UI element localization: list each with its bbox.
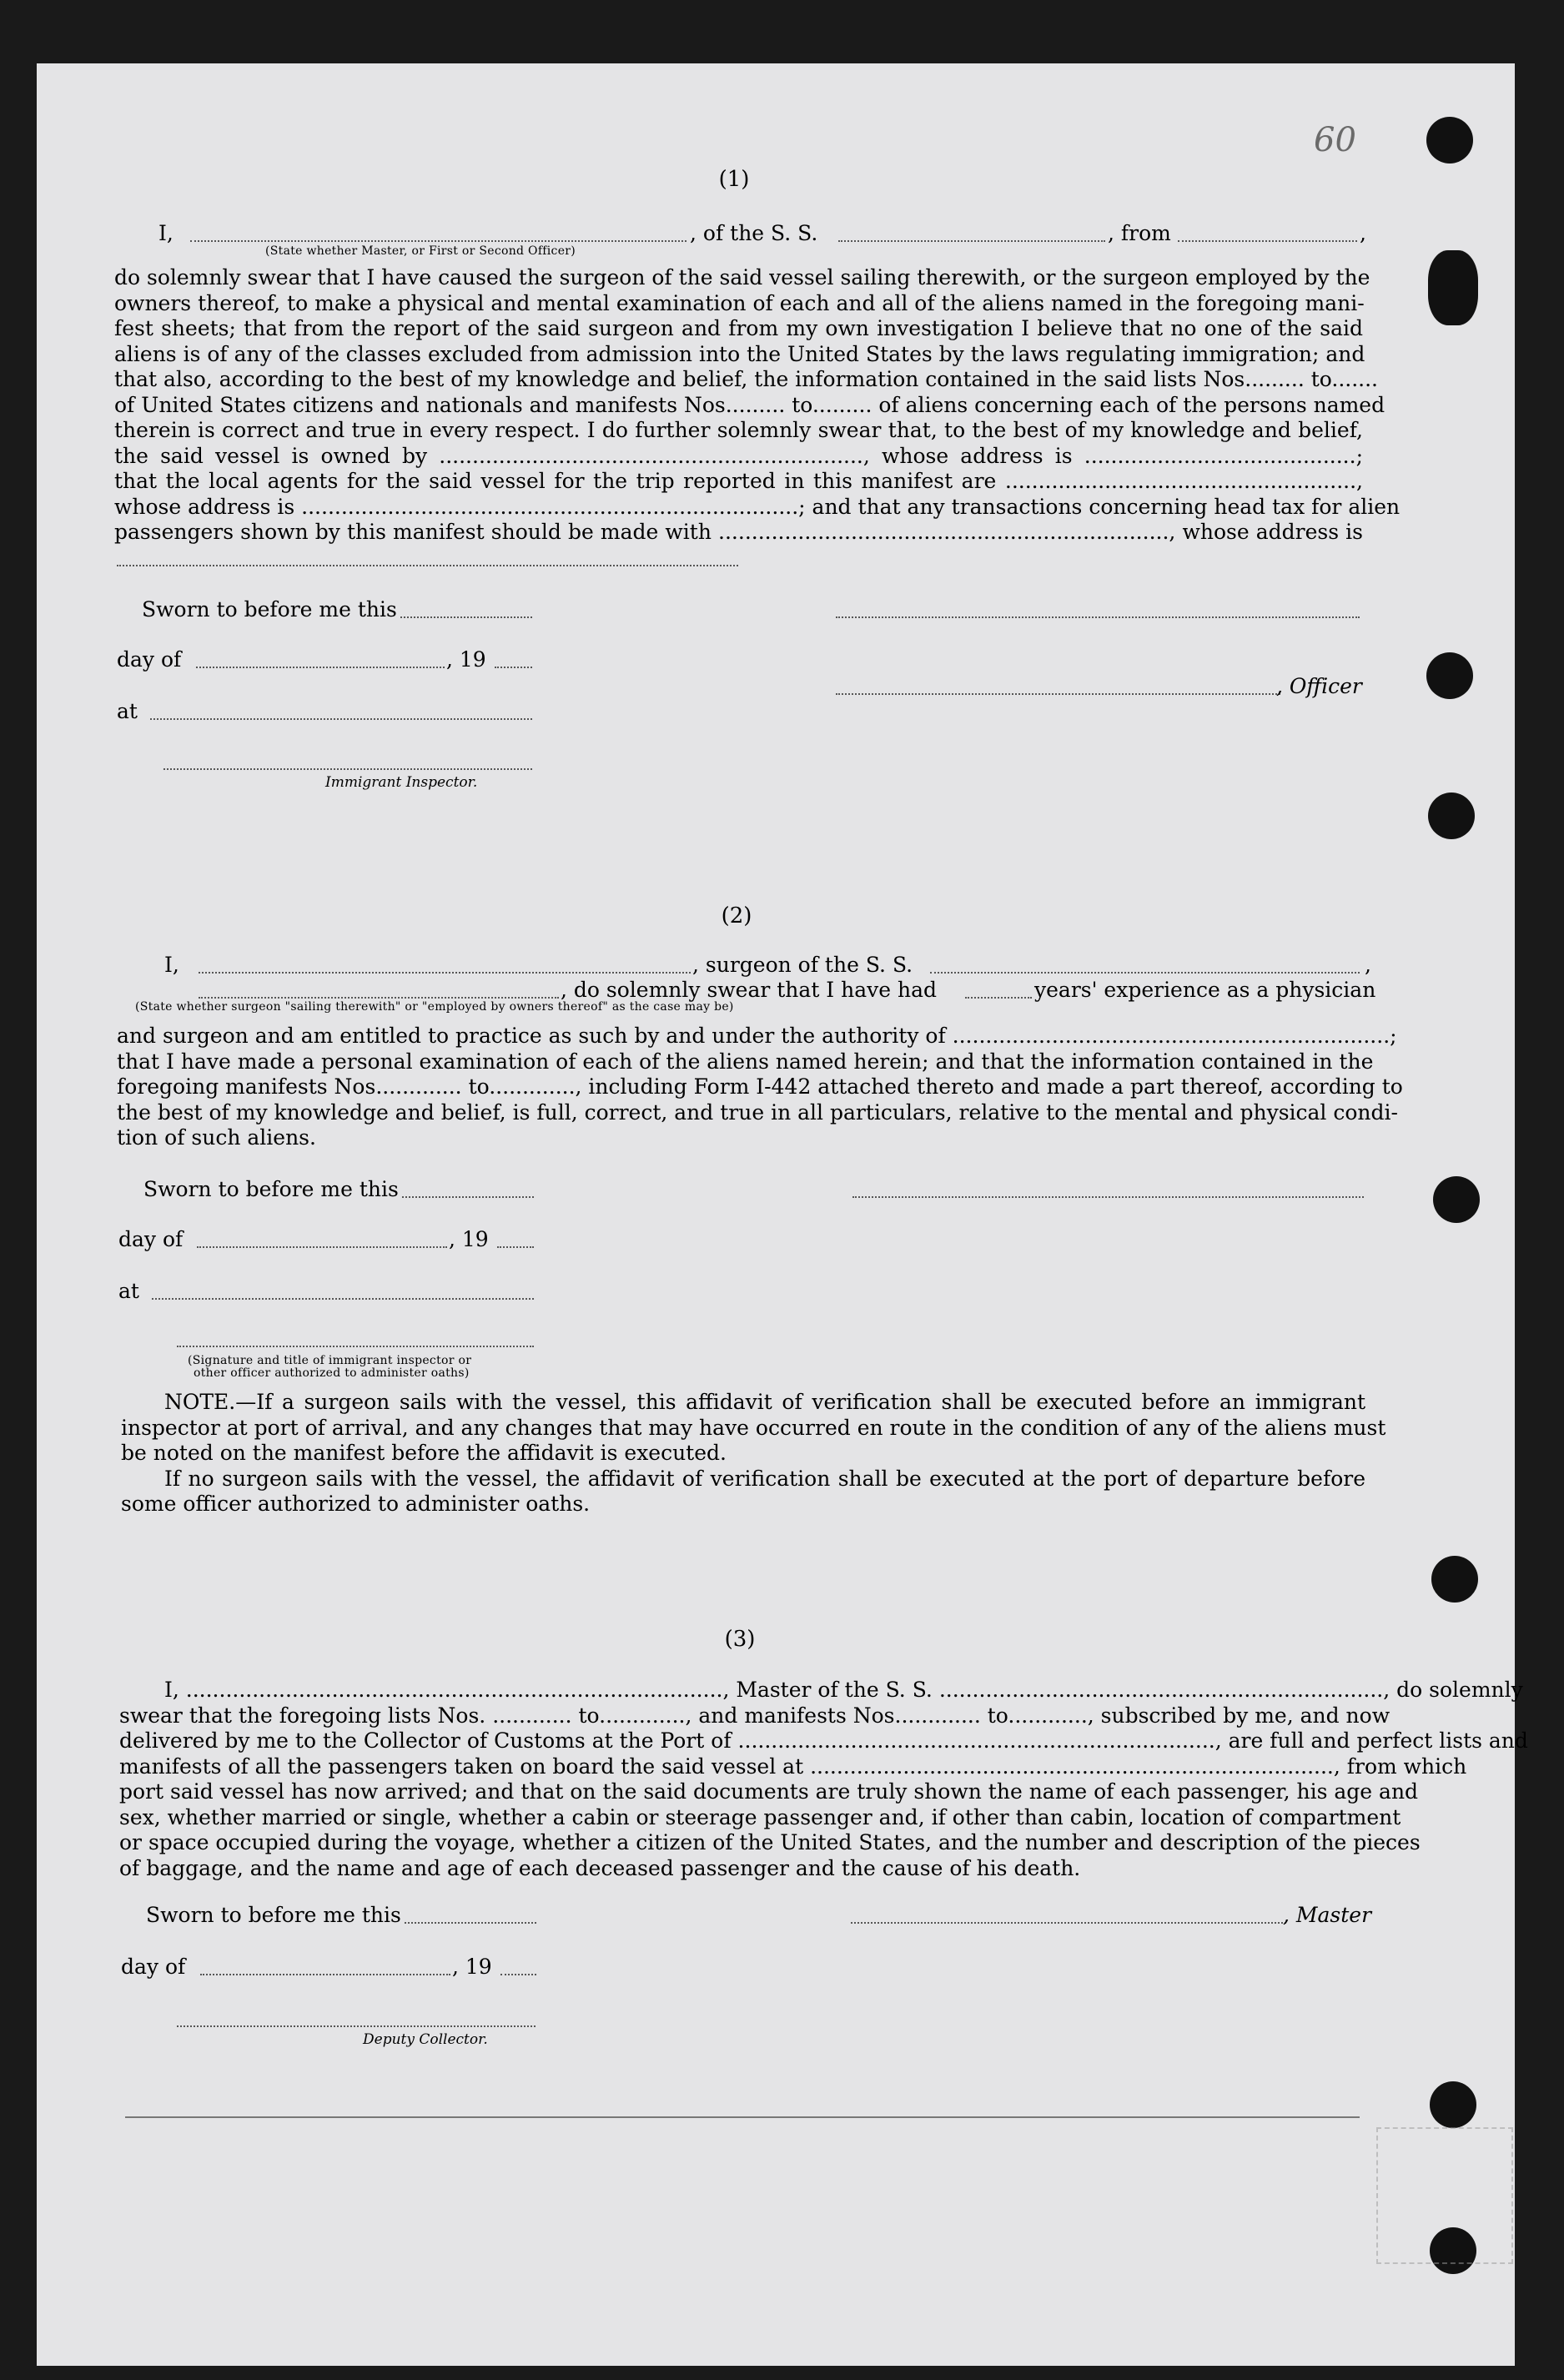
section2-line: that I have made a personal examination of each of the aliens named herein; and that the information contained in the xyxy=(117,1049,1374,1074)
master-label: , Master xyxy=(1283,1903,1372,1927)
section2-paragraph xyxy=(117,1024,1403,1151)
section1-line: that also, according to the best of my knowledge and belief, the information contained in the said lists Nos......... to....... xyxy=(114,367,1379,391)
surgeon-vessel-blank xyxy=(930,972,1360,974)
section3-line: or space occupied during the voyage, whether a citizen of the United States, and the number and description of the pieces xyxy=(119,1830,1421,1854)
section3-month-blank xyxy=(200,1974,450,1975)
section2-sworn-date-blank xyxy=(402,1196,534,1198)
section3-line: of baggage, and the name and age of each deceased passenger and the cause of his death. xyxy=(119,1855,1081,1880)
surgeon-name-blank xyxy=(199,972,691,974)
note-line: be noted on the manifest before the affidavit is executed. xyxy=(121,1441,727,1465)
section3-paragraph xyxy=(119,1678,1528,1881)
month-blank xyxy=(196,667,445,668)
section1-heading: (1) xyxy=(718,167,750,192)
section2-line: and surgeon and am entitled to practice as such by and under the authority of ..................................................................; xyxy=(117,1024,1397,1048)
section1-sworn-label: Sworn to before me this xyxy=(142,597,397,621)
section1-i-label: I, xyxy=(158,221,173,245)
handwritten-page-number: 60 xyxy=(1314,121,1356,159)
section2-inspector-signature-blank xyxy=(177,1346,534,1347)
section1-line: that the local agents for the said vessel for the trip reported in this manifest are ....................................................., xyxy=(114,469,1363,493)
section1-line: aliens is of any of the classes excluded from admission into the United States by the laws regulating immigration; and xyxy=(114,341,1365,366)
section1-line: fest sheets; that from the report of the said surgeon and from my own investigation I believe that no one of the said xyxy=(114,316,1363,340)
section2-day-of-label: day of xyxy=(118,1227,184,1251)
place-blank xyxy=(150,718,532,720)
officer-caption: (State whether Master, or First or Second Officer) xyxy=(265,244,576,258)
section2-heading: (2) xyxy=(721,903,752,928)
collector-signature-blank xyxy=(177,2025,536,2027)
years-experience-blank xyxy=(965,997,1032,999)
officer-title-blank xyxy=(836,693,1280,695)
master-signature-blank xyxy=(851,1922,1286,1924)
punch-hole-icon xyxy=(1430,2081,1476,2128)
section1-line: passengers shown by this manifest should be made with ...................................................................., whose address is xyxy=(114,520,1363,544)
signature-caption-line1: (Signature and title of immigrant inspector or xyxy=(188,1354,472,1367)
surgeon-caption: (State whether surgeon "sailing therewith" or "employed by owners thereof" as the case may be) xyxy=(135,1000,734,1014)
section3-day-of-label: day of xyxy=(121,1955,186,1979)
origin-blank xyxy=(1178,240,1357,242)
punch-hole-icon xyxy=(1426,117,1473,164)
section2-line: tion of such aliens. xyxy=(117,1125,316,1150)
surgeon-note xyxy=(121,1390,1386,1517)
section2-at-label: at xyxy=(118,1279,139,1303)
section2-sworn-label: Sworn to before me this xyxy=(143,1177,399,1201)
section2-month-blank xyxy=(197,1246,447,1248)
section3-line: I, ................................................................................., Master of the S. S. ..................................................................., do solemnly xyxy=(164,1678,1523,1702)
section3-line: port said vessel has now arrived; and that on the said documents are truly shown the name of each passenger, his age and xyxy=(119,1779,1419,1804)
section3-line: sex, whether married or single, whether a cabin or steerage passenger and, if other than cabin, location of compartment xyxy=(119,1804,1401,1829)
section2-surgeon-label: , surgeon of the S. S. xyxy=(692,953,913,977)
section3-line: swear that the foregoing lists Nos. ............ to............., and manifests Nos............. to............, subscribed by me, and now xyxy=(119,1703,1391,1728)
inspector-signature-blank xyxy=(163,768,532,770)
note-line: inspector at port of arrival, and any changes that may have occurred en route in the condition of any of the aliens must xyxy=(121,1415,1386,1440)
section2-year-label: , 19 xyxy=(449,1227,489,1251)
surgeon-status-blank xyxy=(199,997,559,999)
year-blank xyxy=(495,667,532,668)
section1-line: of United States citizens and nationals and manifests Nos......... to......... of aliens concerning each of the persons named xyxy=(114,392,1385,417)
section1-of-ss-label: , of the S. S. xyxy=(690,221,818,245)
section2-i-label: I, xyxy=(164,953,179,977)
section1-day-of-label: day of xyxy=(117,647,182,672)
section1-line: therein is correct and true in every respect. I do further solemnly swear that, to the best of my knowledge and belief, xyxy=(114,418,1363,442)
section1-paragraph xyxy=(114,265,1401,546)
punch-hole-icon xyxy=(1428,250,1478,325)
section3-line: manifests of all the passengers taken on board the said vessel at ..............................................................................., from which xyxy=(119,1754,1467,1779)
section2-line: the best of my knowledge and belief, is full, correct, and true in all particulars, relative to the mental and physical condi- xyxy=(117,1099,1398,1125)
surgeon-signature-blank xyxy=(852,1196,1364,1198)
section3-year-blank xyxy=(500,1974,536,1975)
section1-line: owners thereof, to make a physical and mental examination of each and all of the aliens named in the foregoing mani- xyxy=(114,290,1365,315)
faded-stamp xyxy=(1376,2127,1513,2264)
inspector-label: Immigrant Inspector. xyxy=(325,774,478,791)
note-line: If no surgeon sails with the vessel, the affidavit of verification shall be executed at the port of departure before xyxy=(164,1466,1365,1491)
section2-line-end: , xyxy=(1365,953,1371,977)
section2-swear-label: , do solemnly swear that I have had xyxy=(561,978,938,1002)
punch-hole-icon xyxy=(1428,792,1475,839)
section2-line: foregoing manifests Nos............. to............., including Form I-442 attached thereto and made a part thereof, according to xyxy=(117,1074,1403,1099)
note-line: some officer authorized to administer oaths. xyxy=(121,1492,591,1516)
section1-line: whose address is ...........................................................................; and that any transactions concerning head tax for alien xyxy=(114,494,1401,519)
section1-at-label: at xyxy=(117,699,138,723)
punch-hole-icon xyxy=(1433,1176,1480,1223)
sworn-date-blank xyxy=(400,616,532,618)
section3-heading: (3) xyxy=(724,1627,756,1652)
note-line: NOTE.—If a surgeon sails with the vessel, this affidavit of verification shall be executed before an immigrant xyxy=(164,1390,1365,1414)
section1-line: the said vessel is owned by ................................................................, whose address is .........................................; xyxy=(114,443,1363,468)
officer-label: , Officer xyxy=(1276,674,1362,698)
bottom-rule xyxy=(125,2116,1360,2118)
head-tax-address-blank xyxy=(117,565,738,566)
officer-signature-blank xyxy=(836,616,1360,618)
section2-year-blank xyxy=(497,1246,534,1248)
punch-hole-icon xyxy=(1426,652,1473,699)
section3-line: delivered by me to the Collector of Customs at the Port of ........................................................................, are full and perfect lists and xyxy=(119,1728,1528,1753)
collector-label: Deputy Collector. xyxy=(363,2031,488,2048)
section1-year-label: , 19 xyxy=(446,647,486,672)
vessel-name-blank xyxy=(838,240,1105,242)
section1-line: do solemnly swear that I have caused the surgeon of the said vessel sailing therewith, or the surgeon employed by the xyxy=(114,265,1370,289)
section1-from-label: , from xyxy=(1108,221,1171,245)
signature-caption-line2: other officer authorized to administer oaths) xyxy=(194,1366,470,1380)
officer-name-blank xyxy=(190,240,686,242)
section3-sworn-label: Sworn to before me this xyxy=(146,1903,401,1927)
section3-year-label: , 19 xyxy=(452,1955,492,1979)
section2-place-blank xyxy=(152,1298,534,1300)
punch-hole-icon xyxy=(1431,1556,1478,1603)
section1-line-end: , xyxy=(1360,221,1366,245)
section3-sworn-date-blank xyxy=(405,1922,536,1924)
section2-years-label: years' experience as a physician xyxy=(1034,978,1376,1002)
